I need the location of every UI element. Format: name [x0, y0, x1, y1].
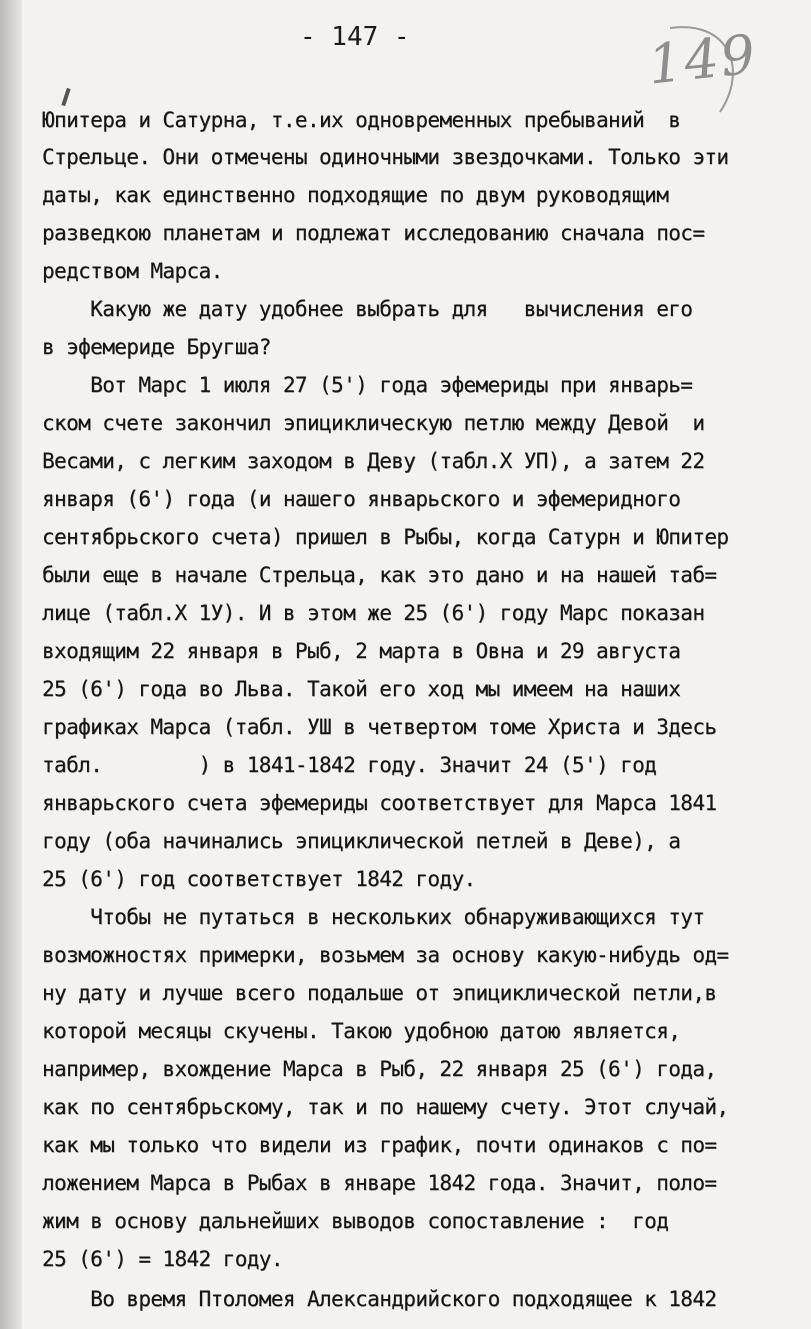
- text-line: возможностях примерки, возьмем за основу какую-нибудь од=: [42, 943, 729, 967]
- text-line: редством Марса.: [42, 259, 223, 283]
- text-line: сентябрьского счета) пришел в Рыбы, когда Сатурн и Юпитер: [42, 525, 729, 549]
- text-line: Какую же дату удобнее выбрать для вычисления его: [42, 297, 693, 321]
- text-line: которой месяцы скучены. Такою удобною датою является,: [42, 1019, 681, 1043]
- text-line: разведкою планетам и подлежат исследованию сначала пос=: [42, 221, 705, 245]
- page-number: - 147 -: [300, 22, 410, 52]
- text-line: Чтобы не путаться в нескольких обнаруживающихся тут: [42, 905, 705, 929]
- text-line: графиках Марса (табл. УШ в четвертом томе Христа и Здесь: [42, 715, 717, 739]
- text-line: лице (табл.Х 1У). И в этом же 25 (6') году Марс показан: [42, 601, 705, 625]
- pen-tick-mark: [61, 88, 70, 106]
- scan-margin-shadow: [0, 0, 22, 1329]
- text-line: ском счете закончил эпициклическую петлю между Девой и: [42, 411, 705, 435]
- text-line: табл. ) в 1841-1842 году. Значит 24 (5') год: [42, 753, 657, 777]
- text-line: в эфемериде Бругша?: [42, 335, 271, 359]
- text-line: году (оба начинались эпициклической петлей в Деве), а: [42, 829, 681, 853]
- text-line: даты, как единственно подходящие по двум руководящим: [42, 183, 669, 207]
- text-line: как мы только что видели из график, почти одинаков с по=: [42, 1133, 717, 1157]
- text-line: ложением Марса в Рыбах в январе 1842 года. Значит, поло=: [42, 1171, 717, 1195]
- text-line: Во время Птоломея Александрийского подходящее к 1842: [42, 1287, 717, 1311]
- text-line: жим в основу дальнейших выводов сопоставление : год: [42, 1209, 669, 1233]
- text-line: Вот Марс 1 июля 27 (5') года эфемериды при январь=: [42, 373, 693, 397]
- text-line: входящим 22 января в Рыб, 2 марта в Овна и 29 августа: [42, 639, 681, 663]
- handwritten-page-number: 149: [645, 22, 761, 97]
- text-line: Стрельце. Они отмечены одиночными звездочками. Только эти: [42, 145, 729, 169]
- text-line: ну дату и лучше всего подальше от эпициклической петли,в: [42, 981, 717, 1005]
- text-line: Юпитера и Сатурна, т.е.их одновременных пребываний в: [42, 108, 681, 132]
- text-line: Весами, с легким заходом в Деву (табл.Х УП), а затем 22: [42, 449, 705, 473]
- text-line: например, вхождение Марса в Рыб, 22 января 25 (6') года,: [42, 1057, 717, 1081]
- text-line: января (6') года (и нашего январьского и эфемеридного: [42, 487, 681, 511]
- text-line: 25 (6') года во Льва. Такой его ход мы имеем на наших: [42, 677, 681, 701]
- text-line: 25 (6') год соответствует 1842 году.: [42, 867, 476, 891]
- text-line: 25 (6') = 1842 году.: [42, 1247, 283, 1271]
- text-line: январьского счета эфемериды соответствует для Марса 1841: [42, 791, 717, 815]
- text-line: были еще в начале Стрельца, как это дано и на нашей таб=: [42, 563, 717, 587]
- text-line: как по сентябрьскому, так и по нашему счету. Этот случай,: [42, 1095, 729, 1119]
